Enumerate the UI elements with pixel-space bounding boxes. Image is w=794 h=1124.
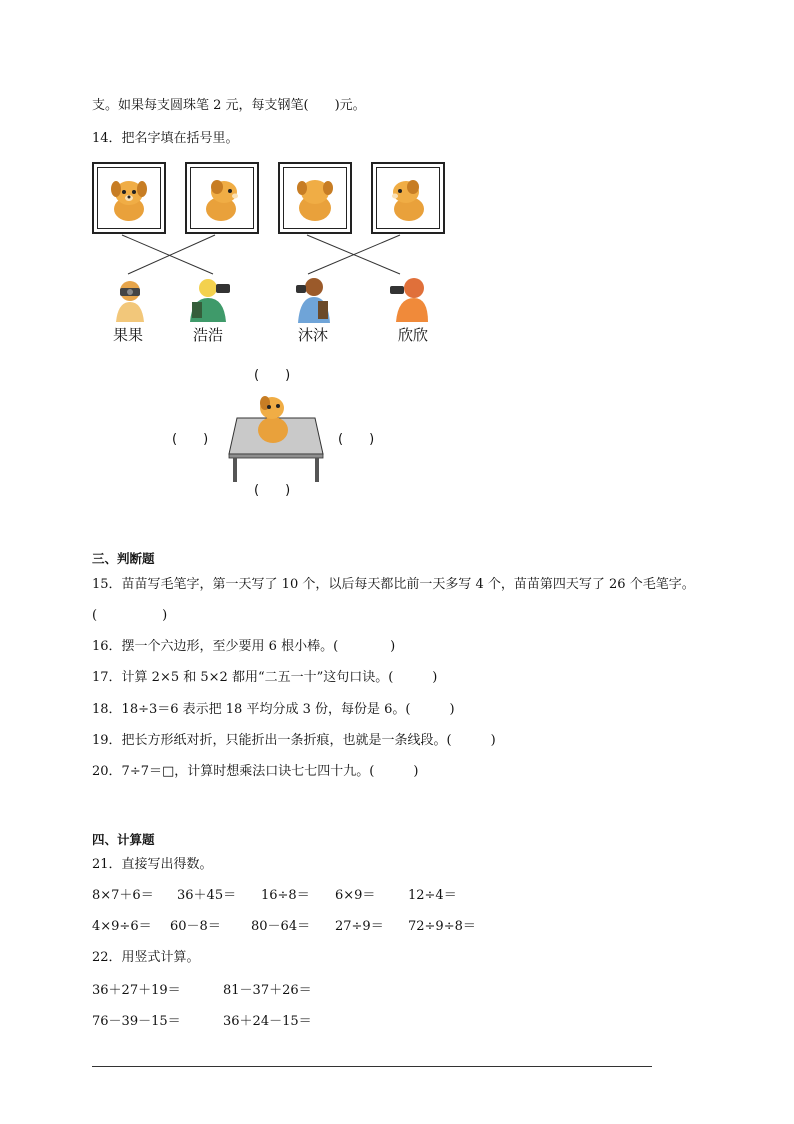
calc-item: 72÷9÷8＝ xyxy=(408,919,476,934)
person-name-1: 果果 xyxy=(113,326,144,344)
boy-photographer-icon xyxy=(186,276,238,322)
calc-item: 27÷9＝ xyxy=(335,919,384,934)
question-19: 19．把长方形纸对折，只能折出一条折痕，也就是一条线段。( ) xyxy=(92,733,496,748)
question-18: 18．18÷3＝6 表示把 18 平均分成 3 份，每份是 6。( ) xyxy=(92,702,455,717)
question-15: 15．苗苗写毛笔字，第一天写了 10 个，以后每天都比前一天多写 4 个，苗苗第四天写了 26 个毛笔字。 xyxy=(92,577,695,592)
person-name-3: 沐沐 xyxy=(298,326,329,344)
calc-item: 36＋45＝ xyxy=(177,888,237,903)
calc-item: 80－64＝ xyxy=(251,919,311,934)
woman-photographer-icon xyxy=(386,276,432,322)
calc-item: 60－8＝ xyxy=(170,919,221,934)
question-22: 22．用竖式计算。 xyxy=(92,950,200,965)
footer-rule xyxy=(92,1066,652,1067)
calc-item: 12÷4＝ xyxy=(408,888,457,903)
question-13-tail: 支。如果每支圆珠笔 2 元，每支钢笔( )元。 xyxy=(92,98,366,113)
blank-left[interactable]: ( ) xyxy=(172,432,209,447)
blank-right[interactable]: ( ) xyxy=(338,432,375,447)
vertical-calc-item: 36＋24－15＝ xyxy=(223,1014,312,1029)
vertical-calc-item: 76－39－15＝ xyxy=(92,1014,181,1029)
person-name-2: 浩浩 xyxy=(193,326,224,344)
girl-photographer-icon xyxy=(290,275,336,323)
calc-item: 4×9÷6＝ xyxy=(92,919,152,934)
section-4-title: 四、计算题 xyxy=(92,832,155,847)
matching-lines xyxy=(0,0,794,300)
vertical-calc-item: 36＋27＋19＝ xyxy=(92,983,181,998)
child-photographer-icon xyxy=(110,278,150,322)
question-15-blank[interactable]: ( ) xyxy=(92,608,168,623)
vertical-calc-item: 81－37＋26＝ xyxy=(223,983,312,998)
question-21: 21．直接写出得数。 xyxy=(92,857,213,872)
question-20: 20．7÷7＝□，计算时想乘法口诀七七四十九。( ) xyxy=(92,764,419,779)
person-name-4: 欣欣 xyxy=(398,326,429,344)
question-14-text: 14．把名字填在括号里。 xyxy=(92,131,239,146)
calc-item: 8×7＋6＝ xyxy=(92,888,154,903)
calc-item: 16÷8＝ xyxy=(261,888,310,903)
table-with-dog xyxy=(225,390,325,485)
question-17: 17．计算 2×5 和 5×2 都用“二五一十”这句口诀。( ) xyxy=(92,670,438,685)
section-3-title: 三、判断题 xyxy=(92,551,155,566)
question-16: 16．摆一个六边形，至少要用 6 根小棒。( ) xyxy=(92,639,396,654)
blank-top[interactable]: ( ) xyxy=(254,368,291,383)
calc-item: 6×9＝ xyxy=(335,888,376,903)
blank-bottom[interactable]: ( ) xyxy=(254,483,291,498)
